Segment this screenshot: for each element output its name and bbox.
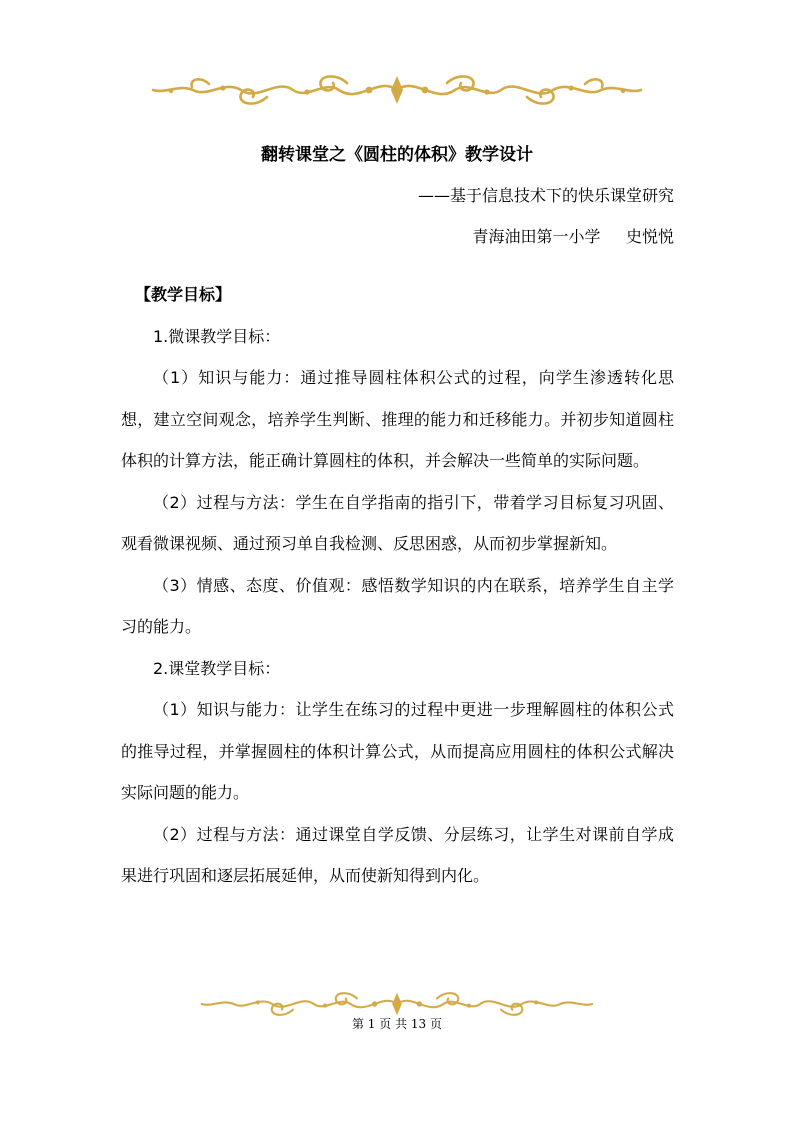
footer-prefix: 第	[351, 1017, 364, 1031]
paragraph: （1）知识与能力：让学生在练习的过程中更进一步理解圆柱的体积公式的推导过程，并掌握圆柱的体积计算公式，从而提高应用圆柱的体积公式解决实际问题的能力。	[121, 700, 674, 802]
document-title: 翻转课堂之《圆柱的体积》教学设计	[261, 145, 533, 165]
total-pages: 13	[410, 1017, 427, 1031]
current-page-number: 1	[367, 1017, 376, 1031]
paragraph: （3）情感、态度、价值观：感悟数学知识的内在联系，培养学生自主学习的能力。	[121, 575, 674, 636]
school-name: 青海油田第一小学	[472, 227, 601, 246]
part2-heading: 2.课堂教学目标：	[153, 658, 281, 678]
top-ornament	[0, 70, 794, 110]
document-subtitle: ——基于信息技术下的快乐课堂研究	[417, 186, 674, 205]
page-footer	[0, 1015, 794, 1032]
footer-mid: 页 共	[379, 1017, 408, 1031]
flourish-divider-icon	[147, 70, 647, 110]
paragraph: （1）知识与能力：通过推导圆柱体积公式的过程，向学生渗透转化思想，建立空间观念，培养学生判断、推理的能力和迁移能力。并初步知道圆柱体积的计算方法，能正确计算圆柱的体积，并会解决一些简单的实际问题。	[121, 368, 674, 470]
author-name: 史悦悦	[625, 227, 674, 246]
author-line	[473, 224, 674, 247]
section-heading: 【教学目标】	[135, 285, 232, 304]
paragraph: （2）过程与方法：通过课堂自学反馈、分层练习，让学生对课前自学成果进行巩固和逐层拓展延伸，从而使新知得到内化。	[121, 824, 674, 885]
footer-suffix: 页	[430, 1017, 443, 1031]
document-body	[121, 274, 674, 897]
part1-heading: 1.微课教学目标：	[153, 326, 281, 346]
paragraph: （2）过程与方法：学生在自学指南的指引下，带着学习目标复习巩固、观看微课视频、通过预习单自我检测、反思困惑，从而初步掌握新知。	[121, 492, 674, 553]
